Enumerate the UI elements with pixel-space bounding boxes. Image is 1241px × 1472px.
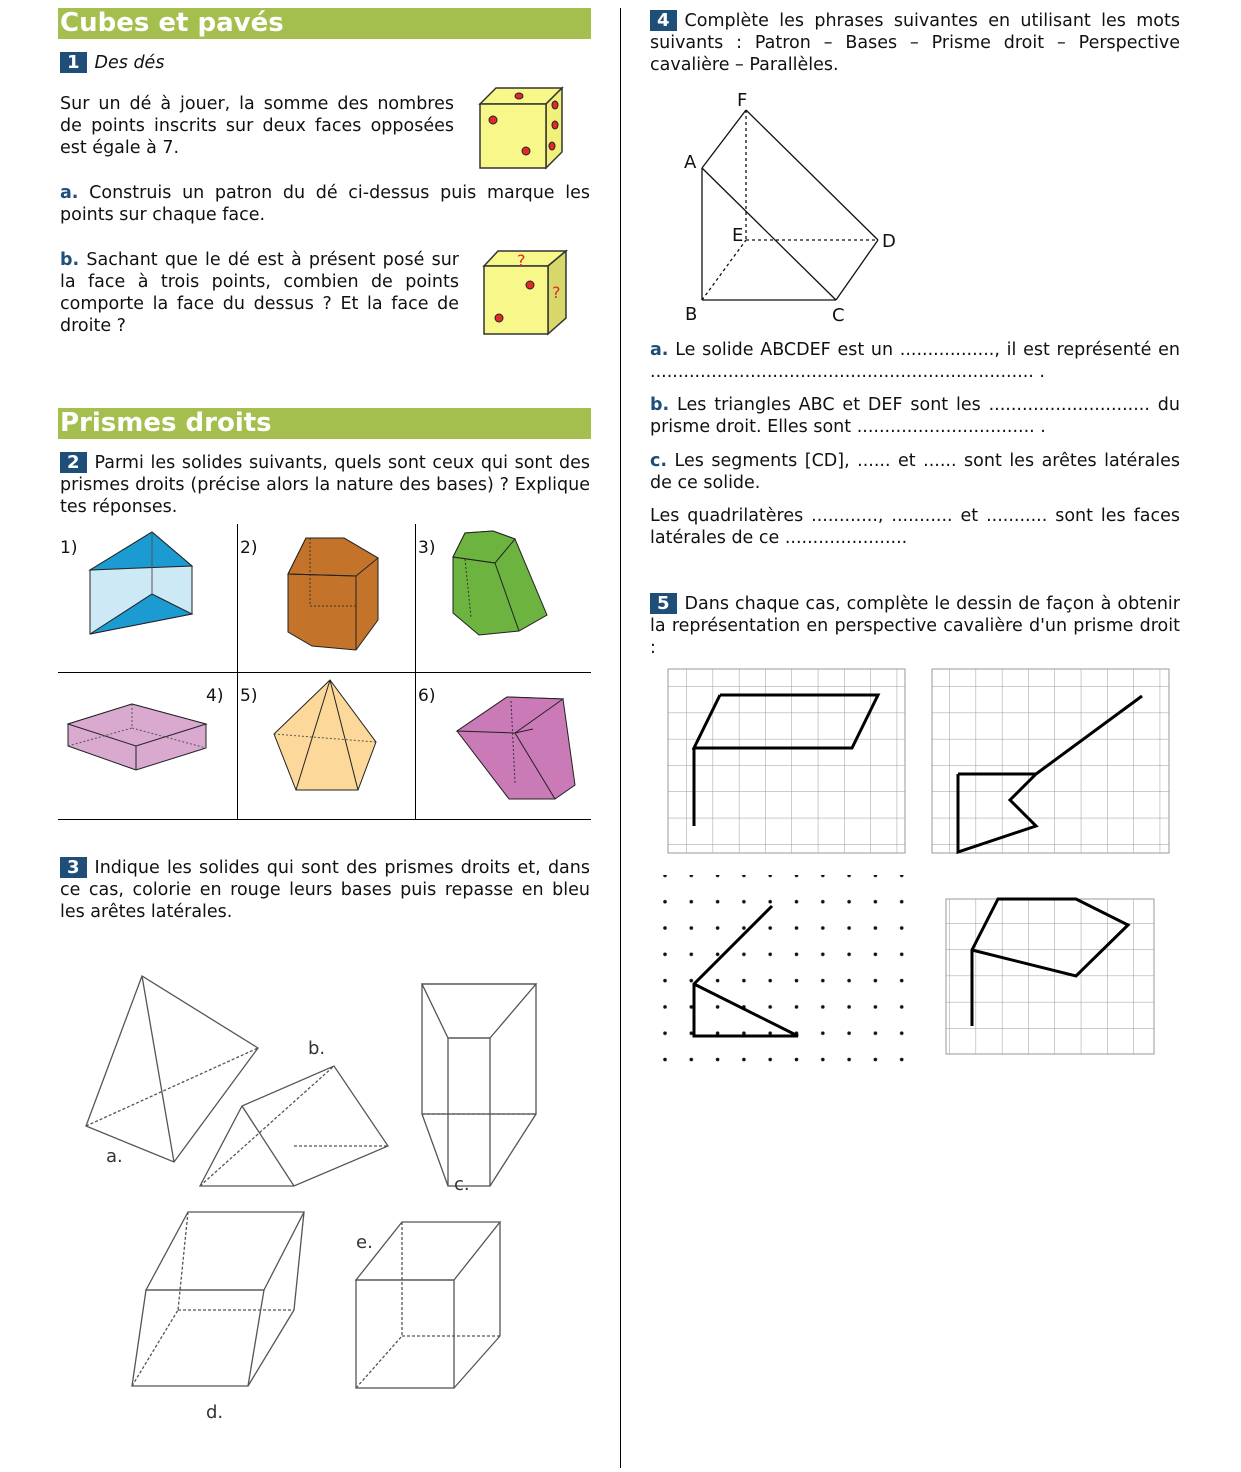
- item-label: b.: [650, 395, 670, 415]
- exercise-4-text: Complète les phrases suivantes en utilisant les mots suivants : Patron – Bases – Prisme droit – Perspective cavalière – Parallèles.: [650, 11, 1180, 75]
- solid-5-pyramid: [272, 678, 378, 794]
- vertex-B: B: [685, 304, 698, 325]
- vertex-E: E: [732, 225, 744, 246]
- solid-1-triangular-prism: [86, 530, 196, 638]
- exercise-number: 1: [60, 52, 87, 73]
- solid-6-truncated-prism: [455, 695, 579, 805]
- solid-4-rectangular-box: [64, 700, 210, 774]
- exercise-5-text: Dans chaque cas, complète le dessin de façon à obtenir la représentation en perspective cavalière d'un prisme droit :: [650, 594, 1180, 658]
- exercise-1-intro: Sur un dé à jouer, la somme des nombres de points inscrits sur deux faces opposées est égale à 7.: [60, 94, 454, 158]
- label-d: d.: [206, 1402, 224, 1423]
- label-a: a.: [106, 1146, 123, 1167]
- exercise-number: 3: [60, 857, 87, 878]
- solid-label-5: 5): [240, 686, 258, 706]
- solid-a-tetrahedron: [86, 976, 258, 1162]
- die-illustration-2: [480, 248, 570, 338]
- vertex-C: C: [832, 305, 845, 326]
- item-label: b.: [60, 250, 80, 270]
- exercise-5-figures: [660, 660, 1180, 1070]
- exercise-1a: [60, 182, 590, 226]
- exercise-4c-text: Les segments [CD], ...... et ...... sont les arêtes latérales de ce solide.: [650, 451, 1180, 493]
- solid-label-2: 2): [240, 538, 258, 558]
- exercise-4a-text: Le solide ABCDEF est un ................., il est représenté en ..................................................................... .: [650, 340, 1180, 382]
- exercise-1a-text: Construis un patron du dé ci-dessus puis marque les points sur chaque face.: [60, 183, 590, 225]
- dot-grid-figure-3: [660, 875, 910, 1070]
- exercise-2: [60, 452, 590, 518]
- die-question-mark: ?: [552, 283, 561, 302]
- label-b: b.: [308, 1038, 326, 1059]
- label-c: c.: [454, 1174, 470, 1195]
- exercise-3-text: Indique les solides qui sont des prismes droits et, dans ce cas, colorie en rouge leurs bases puis repasse en bleu les arêtes latérales.: [60, 858, 590, 922]
- exercise-number: 4: [650, 10, 677, 31]
- grid-figure-4: [946, 899, 1154, 1054]
- exercise-4c-2: Les quadrilatères ............, ........... et ........... sont les faces latérales de ce ......................: [650, 506, 1180, 548]
- exercise-1b: [60, 249, 459, 337]
- die-illustration-1: [476, 84, 566, 170]
- solid-3-frustum: [451, 529, 551, 639]
- item-label: a.: [650, 340, 669, 360]
- exercise-4: [650, 10, 1180, 76]
- item-label: a.: [60, 183, 79, 203]
- die-question-mark: ?: [517, 251, 526, 270]
- section-title-cubes: Cubes et pavés: [58, 8, 591, 39]
- solid-c-prism: [422, 984, 536, 1186]
- solid-label-6: 6): [418, 686, 436, 706]
- grid-figure-2: [932, 669, 1169, 853]
- solid-label-1: 1): [60, 538, 78, 558]
- grid-figure-1: [668, 669, 905, 853]
- vertex-A: A: [684, 152, 697, 173]
- exercise-1b-text: Sachant que le dé est à présent posé sur la face à trois points, combien de points comporte la face du dessus ? Et la face de droite ?: [60, 250, 459, 336]
- column-divider: [620, 8, 621, 1468]
- solid-d-parallelepiped: [132, 1212, 304, 1386]
- exercise-4b: [650, 394, 1180, 438]
- table-divider: [58, 819, 591, 820]
- exercise-1-header: [60, 52, 164, 74]
- exercise-number: 2: [60, 452, 87, 473]
- solid-label-4: 4): [206, 686, 224, 706]
- exercise-4a: [650, 339, 1180, 383]
- solid-e-cube: [356, 1222, 500, 1388]
- solid-2-pentagonal-prism: [284, 536, 382, 654]
- exercise-4b-text: Les triangles ABC et DEF sont les ............................. du prisme droit. Elles sont ................................ .: [650, 395, 1180, 437]
- exercise-3: [60, 857, 590, 923]
- label-e: e.: [356, 1232, 373, 1253]
- section-title-prismes: Prismes droits: [58, 408, 591, 439]
- exercise-3-solids: [70, 966, 550, 1426]
- prism-abcdef-figure: [680, 86, 910, 328]
- exercise-2-text: Parmi les solides suivants, quels sont ceux qui sont des prismes droits (précise alors la nature des bases) ? Explique tes réponses.: [60, 453, 590, 517]
- exercise-4c: [650, 450, 1180, 494]
- exercise-5: [650, 593, 1180, 659]
- exercise-1-title: Des dés: [94, 53, 165, 73]
- exercise-number: 5: [650, 593, 677, 614]
- table-divider: [237, 524, 238, 820]
- solid-label-3: 3): [418, 538, 436, 558]
- table-divider: [415, 524, 416, 820]
- solid-b-prism: [200, 1066, 388, 1186]
- vertex-F: F: [737, 90, 748, 111]
- item-label: c.: [650, 451, 668, 471]
- table-divider: [58, 672, 591, 673]
- vertex-D: D: [882, 231, 896, 252]
